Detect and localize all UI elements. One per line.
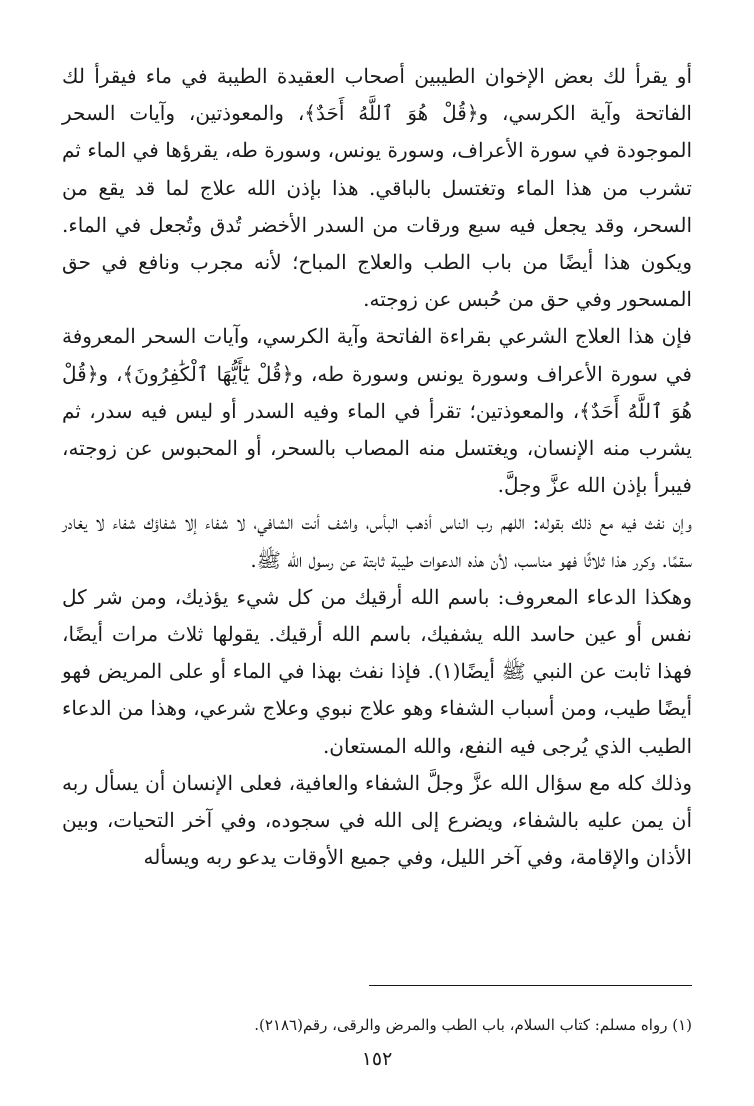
footnote-separator — [369, 985, 692, 986]
body-text — [62, 58, 692, 876]
page-number: ١٥٢ — [361, 1048, 393, 1070]
paragraph-4: وهكذا الدعاء المعروف: باسم الله أرقيك من كل شيء يؤذيك، ومن شر كل نفس أو عين حاسد الله يشفيك، باسم الله أرقيك. يقولها ثلاث مرات أيضًا، فهذا ثابت عن النبي ﷺ أيضًا(١). فإذا نفث بهذا في الماء أو على المريض فهو أيضًا طيب، ومن أسباب الشفاء وهو علاج نبوي وعلاج شرعي، وهذا من الدعاء الطيب الذي يُرجى فيه النفع، والله المستعان. — [62, 584, 693, 758]
paragraph-1: أو يقرأ لك بعض الإخوان الطيبين أصحاب العقيدة الطيبة في ماء فيقرأ لك الفاتحة وآية الكرسي، و﴿قُلْ هُوَ ٱللَّهُ أَحَدٌ﴾، والمعوذتين، وآيات السحر الموجودة في سورة الأعراف، وسورة يونس، وسورة طه، يقرؤها في الماء ثم تشرب من هذا الماء وتغتسل بالباقي. هذا بإذن الله علاج لما قد يقع من السحر، وقد يجعل فيه سبع ورقات من السدر الأخضر تُدق وتُجعل في الماء. ويكون هذا أيضًا من باب الطب والعلاج المباح؛ لأنه مجرب ونافع في حق المسحور وفي حق من حُبس عن زوجته. — [62, 64, 692, 312]
paragraph-2: فإن هذا العلاج الشرعي بقراءة الفاتحة وآية الكرسي، وآيات السحر المعروفة في سورة الأعراف وسورة يونس وسورة طه، و﴿قُلْ يَٰٓأَيُّهَا ٱلْكَٰفِرُونَ﴾، و﴿قُلْ هُوَ ٱللَّهُ أَحَدٌ﴾، والمعوذتين؛ تقرأ في الماء وفيه السدر أو ليس فيه سدر، ثم يشرب منه الإنسان، ويغتسل منه المصاب بالسحر، أو المحبوس عن زوجته، فيبرأ بإذن الله عزَّ وجلَّ. — [62, 324, 692, 498]
paragraph-3: وإن نفث فيه مع ذلك بقوله: اللهم رب الناس أذهب البأس، واشف أنت الشافي، لا شفاء إلا شفاؤك شفاء لا يغادر سقمًا. وكرر هذا ثلاثًا فهو مناسب، لأن هذه الدعوات طيبة ثابتة عن رسول الله ﷺ. — [62, 510, 692, 572]
paragraph-5: وذلك كله مع سؤال الله عزَّ وجلَّ الشفاء والعافية، فعلى الإنسان أن يسأل ربه أن يمن عليه بالشفاء، ويضرع إلى الله في سجوده، وفي آخر التحيات، وبين الأذان والإقامة، وفي آخر الليل، وفي جميع الأوقات يدعو ربه ويسأله — [62, 770, 693, 870]
footnote: (١) رواه مسلم: كتاب السلام، باب الطب والمرض والرقى، رقم(٢١٨٦). — [254, 1016, 692, 1034]
